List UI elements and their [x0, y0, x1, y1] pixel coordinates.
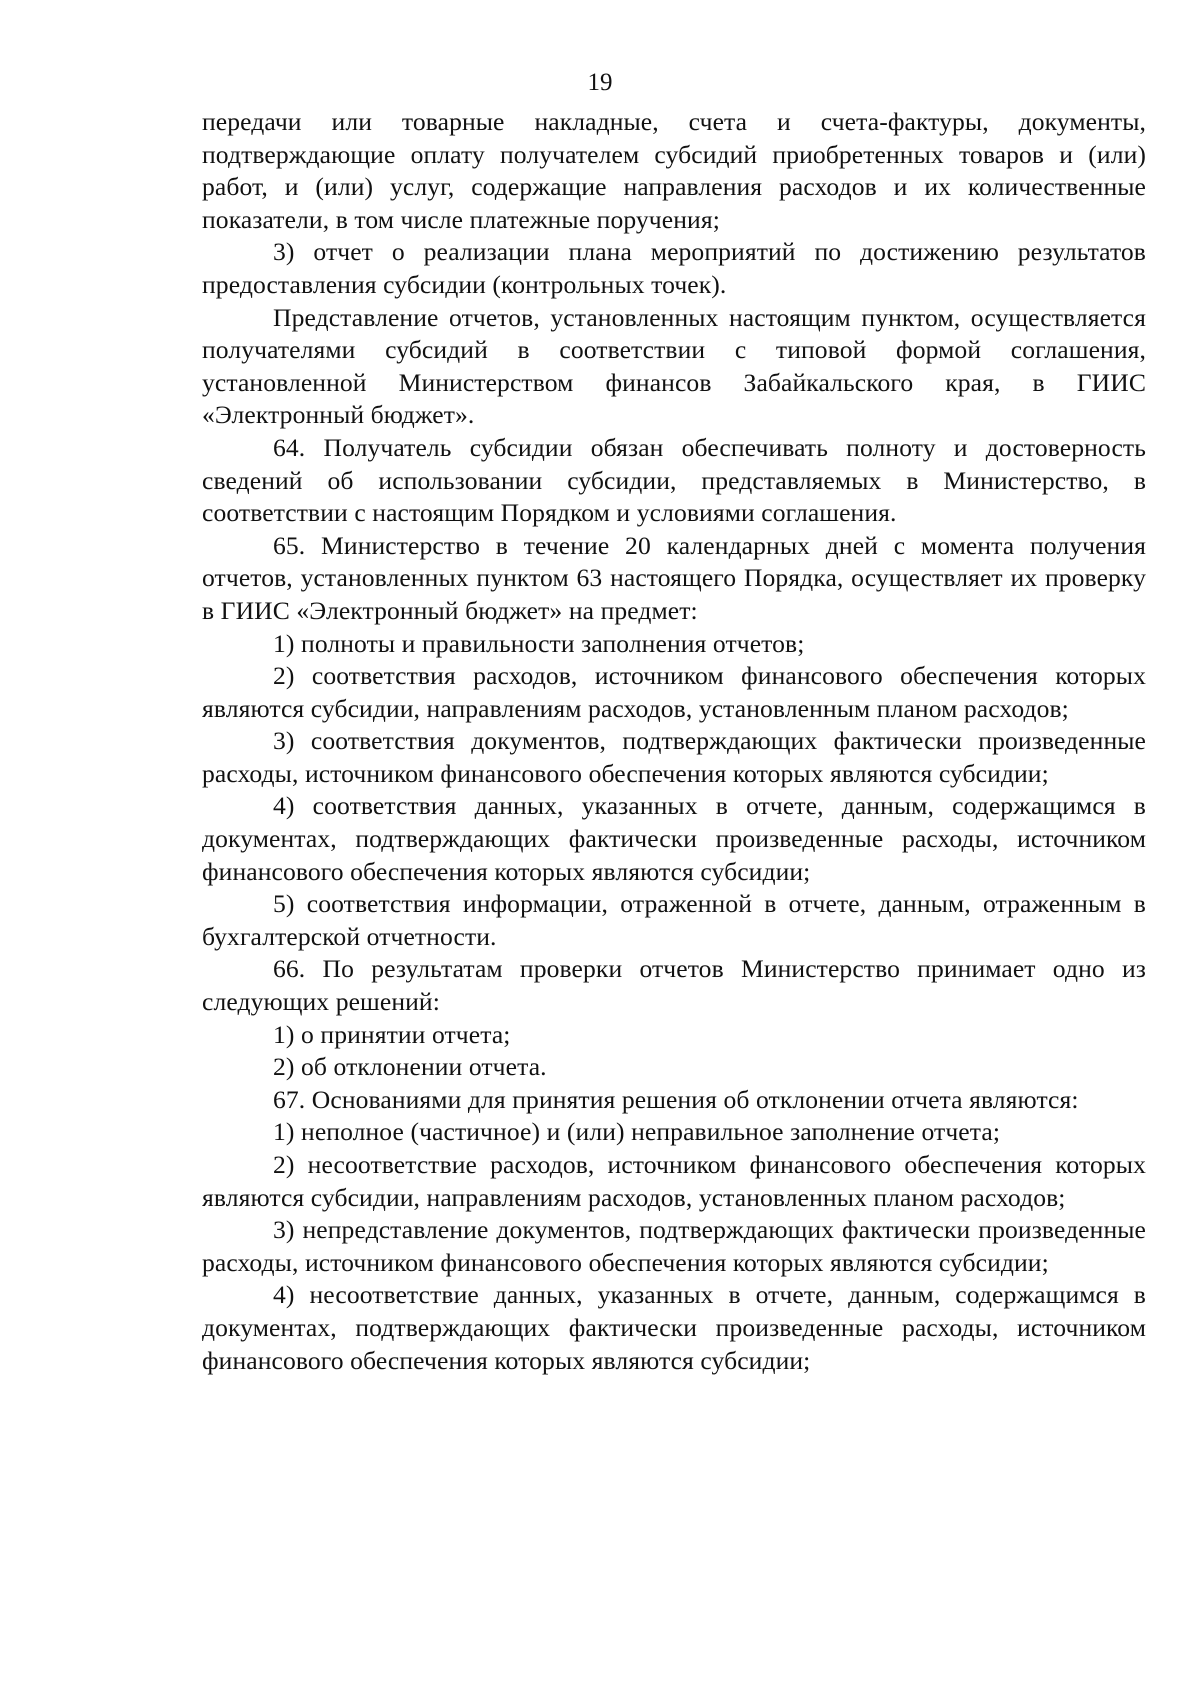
clause-67: 67. Основаниями для принятия решения об отклонении отчета являются: [273, 1084, 1079, 1114]
clause-66-item-1: 1) о принятии отчета; [273, 1019, 511, 1049]
list-item-report-plan: 3) отчет о реализации плана мероприятий по достижению результатов предоставления субсидии (контрольных точек). [202, 237, 1146, 299]
clause-65-item-3: 3) соответствия документов, подтверждающих фактически произведенные расходы, источником финансового обеспечения которых являются субсидии; [202, 726, 1146, 788]
clause-65-item-5: 5) соответствия информации, отраженной в отчете, данным, отраженным в бухгалтерской отчетности. [202, 889, 1146, 951]
clause-67-item-2: 2) несоответствие расходов, источником финансового обеспечения которых являются субсидии, направлениям расходов, установленных планом расходов; [202, 1150, 1146, 1212]
clause-65-item-1: 1) полноты и правильности заполнения отчетов; [273, 628, 805, 658]
clause-65-item-4: 4) соответствия данных, указанных в отчете, данным, содержащимся в документах, подтверждающих фактически произведенные расходы, источником финансового обеспечения которых являются субсидии; [202, 791, 1146, 886]
clause-65-item-2: 2) соответствия расходов, источником финансового обеспечения которых являются субсидии, направлениям расходов, установленным планом расходов; [202, 661, 1146, 723]
clause-66-item-2: 2) об отклонении отчета. [273, 1052, 547, 1082]
document-body [202, 106, 1146, 1377]
clause-66: 66. По результатам проверки отчетов Министерство принимает одно из следующих решений: [202, 954, 1146, 1017]
clause-67-item-4: 4) несоответствие данных, указанных в отчете, данным, содержащимся в документах, подтверждающих фактически произведенные расходы, источником финансового обеспечения которых являются субсидии; [202, 1280, 1146, 1375]
clause-67-item-1: 1) неполное (частичное) и (или) неправильное заполнение отчета; [273, 1117, 1001, 1147]
paragraph-report-submission: Представление отчетов, установленных настоящим пунктом, осуществляется получателями субсидий в соответствии с типовой формой соглашения, установленной Министерством финансов Забайкальского края, в ГИИС «Электронный бюджет». [202, 302, 1146, 430]
clause-67-item-3: 3) непредставление документов, подтверждающих фактически произведенные расходы, источником финансового обеспечения которых являются субсидии; [202, 1215, 1146, 1277]
paragraph-continuation: передачи или товарные накладные, счета и счета-фактуры, документы, подтверждающие оплату получателем субсидий приобретенных товаров и (или) работ, и (или) услуг, содержащие направления расходов и их количественные показатели, в том числе платежные поручения; [202, 107, 1146, 234]
page-number: 19 [587, 69, 613, 96]
clause-65: 65. Министерство в течение 20 календарных дней с момента получения отчетов, установленных пунктом 63 настоящего Порядка, осуществляет их проверку в ГИИС «Электронный бюджет» на предмет: [202, 530, 1146, 625]
clause-64: 64. Получатель субсидии обязан обеспечивать полноту и достоверность сведений об использовании субсидии, представляемых в Министерство, в соответствии с настоящим Порядком и условиями соглашения. [202, 432, 1146, 528]
